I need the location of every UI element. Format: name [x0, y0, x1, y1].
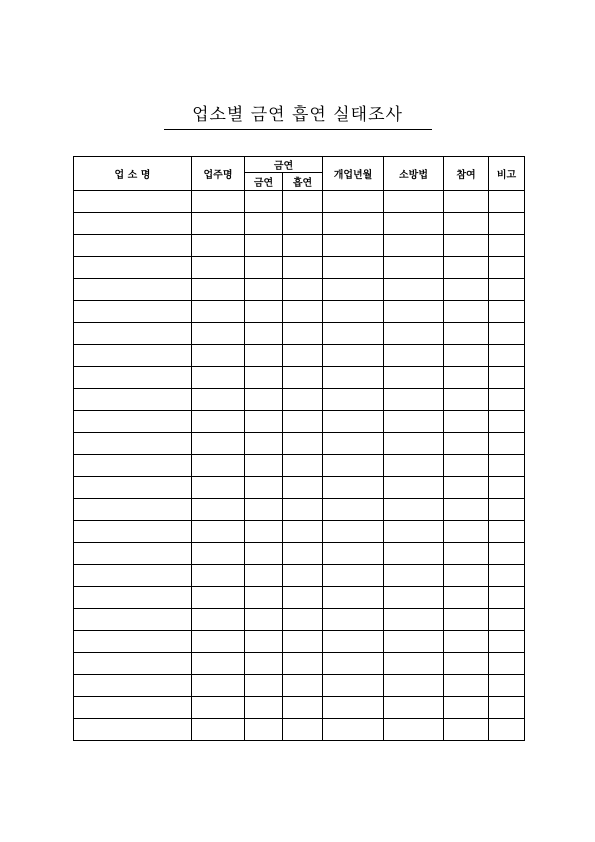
owner-name-cell	[192, 499, 245, 521]
non-smoking-cell	[245, 499, 283, 521]
survey-table	[73, 156, 525, 741]
remarks-cell	[489, 389, 525, 411]
non-smoking-cell	[245, 631, 283, 653]
fire-law-cell	[384, 411, 444, 433]
opening-date-cell	[323, 389, 384, 411]
table-body	[74, 191, 525, 741]
smoking-cell	[283, 477, 323, 499]
business-name-cell	[74, 719, 192, 741]
non-smoking-cell	[245, 279, 283, 301]
business-name-cell	[74, 675, 192, 697]
remarks-cell	[489, 235, 525, 257]
remarks-cell	[489, 455, 525, 477]
participation-cell	[444, 213, 489, 235]
owner-name-cell	[192, 697, 245, 719]
owner-name-cell	[192, 345, 245, 367]
participation-cell	[444, 301, 489, 323]
remarks-cell	[489, 257, 525, 279]
owner-name-cell	[192, 323, 245, 345]
owner-name-cell	[192, 389, 245, 411]
participation-cell	[444, 367, 489, 389]
owner-name-cell	[192, 675, 245, 697]
header-smoking: 흡연	[283, 173, 323, 191]
fire-law-cell	[384, 521, 444, 543]
fire-law-cell	[384, 323, 444, 345]
fire-law-cell	[384, 257, 444, 279]
non-smoking-cell	[245, 257, 283, 279]
non-smoking-cell	[245, 675, 283, 697]
remarks-cell	[489, 433, 525, 455]
smoking-cell	[283, 587, 323, 609]
non-smoking-cell	[245, 235, 283, 257]
owner-name-cell	[192, 433, 245, 455]
owner-name-cell	[192, 367, 245, 389]
business-name-cell	[74, 697, 192, 719]
owner-name-cell	[192, 609, 245, 631]
owner-name-cell	[192, 719, 245, 741]
participation-cell	[444, 719, 489, 741]
non-smoking-cell	[245, 191, 283, 213]
business-name-cell	[74, 499, 192, 521]
business-name-cell	[74, 323, 192, 345]
remarks-cell	[489, 367, 525, 389]
opening-date-cell	[323, 587, 384, 609]
table-row	[74, 367, 525, 389]
participation-cell	[444, 697, 489, 719]
participation-cell	[444, 345, 489, 367]
fire-law-cell	[384, 675, 444, 697]
remarks-cell	[489, 521, 525, 543]
business-name-cell	[74, 213, 192, 235]
owner-name-cell	[192, 521, 245, 543]
fire-law-cell	[384, 653, 444, 675]
non-smoking-cell	[245, 345, 283, 367]
opening-date-cell	[323, 543, 384, 565]
non-smoking-cell	[245, 301, 283, 323]
participation-cell	[444, 411, 489, 433]
fire-law-cell	[384, 499, 444, 521]
title-underline	[164, 129, 432, 130]
opening-date-cell	[323, 653, 384, 675]
remarks-cell	[489, 345, 525, 367]
opening-date-cell	[323, 279, 384, 301]
non-smoking-cell	[245, 455, 283, 477]
fire-law-cell	[384, 191, 444, 213]
participation-cell	[444, 653, 489, 675]
business-name-cell	[74, 389, 192, 411]
non-smoking-cell	[245, 323, 283, 345]
table-row	[74, 719, 525, 741]
table-row	[74, 433, 525, 455]
remarks-cell	[489, 719, 525, 741]
business-name-cell	[74, 367, 192, 389]
participation-cell	[444, 477, 489, 499]
participation-cell	[444, 191, 489, 213]
business-name-cell	[74, 587, 192, 609]
smoking-cell	[283, 191, 323, 213]
business-name-cell	[74, 345, 192, 367]
opening-date-cell	[323, 455, 384, 477]
smoking-cell	[283, 631, 323, 653]
opening-date-cell	[323, 411, 384, 433]
business-name-cell	[74, 455, 192, 477]
owner-name-cell	[192, 543, 245, 565]
smoking-cell	[283, 411, 323, 433]
non-smoking-cell	[245, 719, 283, 741]
table-header	[74, 157, 525, 191]
non-smoking-cell	[245, 565, 283, 587]
business-name-cell	[74, 653, 192, 675]
header-remarks: 비고	[489, 157, 525, 191]
owner-name-cell	[192, 279, 245, 301]
non-smoking-cell	[245, 367, 283, 389]
owner-name-cell	[192, 587, 245, 609]
smoking-cell	[283, 301, 323, 323]
business-name-cell	[74, 477, 192, 499]
business-name-cell	[74, 543, 192, 565]
fire-law-cell	[384, 433, 444, 455]
non-smoking-cell	[245, 697, 283, 719]
remarks-cell	[489, 499, 525, 521]
table-row	[74, 675, 525, 697]
participation-cell	[444, 389, 489, 411]
fire-law-cell	[384, 565, 444, 587]
participation-cell	[444, 631, 489, 653]
participation-cell	[444, 433, 489, 455]
non-smoking-cell	[245, 477, 283, 499]
remarks-cell	[489, 565, 525, 587]
fire-law-cell	[384, 587, 444, 609]
remarks-cell	[489, 213, 525, 235]
owner-name-cell	[192, 235, 245, 257]
non-smoking-cell	[245, 433, 283, 455]
participation-cell	[444, 323, 489, 345]
table-row	[74, 301, 525, 323]
opening-date-cell	[323, 213, 384, 235]
smoking-cell	[283, 499, 323, 521]
table-row	[74, 213, 525, 235]
owner-name-cell	[192, 653, 245, 675]
table-row	[74, 587, 525, 609]
opening-date-cell	[323, 697, 384, 719]
remarks-cell	[489, 543, 525, 565]
table-row	[74, 257, 525, 279]
business-name-cell	[74, 433, 192, 455]
fire-law-cell	[384, 719, 444, 741]
owner-name-cell	[192, 301, 245, 323]
table-row	[74, 477, 525, 499]
table-row	[74, 345, 525, 367]
remarks-cell	[489, 477, 525, 499]
smoking-cell	[283, 257, 323, 279]
smoking-cell	[283, 521, 323, 543]
table-row	[74, 653, 525, 675]
opening-date-cell	[323, 235, 384, 257]
opening-date-cell	[323, 675, 384, 697]
table-row	[74, 543, 525, 565]
remarks-cell	[489, 697, 525, 719]
smoking-cell	[283, 367, 323, 389]
header-smoking-group: 금연	[245, 157, 323, 173]
remarks-cell	[489, 587, 525, 609]
smoking-cell	[283, 213, 323, 235]
business-name-cell	[74, 235, 192, 257]
opening-date-cell	[323, 477, 384, 499]
owner-name-cell	[192, 191, 245, 213]
owner-name-cell	[192, 257, 245, 279]
opening-date-cell	[323, 191, 384, 213]
smoking-cell	[283, 719, 323, 741]
smoking-cell	[283, 565, 323, 587]
opening-date-cell	[323, 323, 384, 345]
smoking-cell	[283, 675, 323, 697]
document-title: 업소별 금연 흡연 실태조사	[192, 105, 403, 125]
table-row	[74, 323, 525, 345]
opening-date-cell	[323, 565, 384, 587]
non-smoking-cell	[245, 389, 283, 411]
header-participation: 참여	[444, 157, 489, 191]
remarks-cell	[489, 609, 525, 631]
smoking-cell	[283, 543, 323, 565]
participation-cell	[444, 455, 489, 477]
opening-date-cell	[323, 257, 384, 279]
participation-cell	[444, 587, 489, 609]
table-row	[74, 697, 525, 719]
table-row	[74, 389, 525, 411]
remarks-cell	[489, 411, 525, 433]
owner-name-cell	[192, 411, 245, 433]
table-row	[74, 609, 525, 631]
participation-cell	[444, 543, 489, 565]
non-smoking-cell	[245, 609, 283, 631]
remarks-cell	[489, 301, 525, 323]
opening-date-cell	[323, 499, 384, 521]
business-name-cell	[74, 191, 192, 213]
table-row	[74, 191, 525, 213]
participation-cell	[444, 521, 489, 543]
smoking-cell	[283, 697, 323, 719]
owner-name-cell	[192, 631, 245, 653]
table-row	[74, 279, 525, 301]
smoking-cell	[283, 609, 323, 631]
fire-law-cell	[384, 301, 444, 323]
fire-law-cell	[384, 389, 444, 411]
business-name-cell	[74, 411, 192, 433]
non-smoking-cell	[245, 411, 283, 433]
opening-date-cell	[323, 521, 384, 543]
owner-name-cell	[192, 213, 245, 235]
owner-name-cell	[192, 477, 245, 499]
business-name-cell	[74, 631, 192, 653]
fire-law-cell	[384, 543, 444, 565]
non-smoking-cell	[245, 587, 283, 609]
opening-date-cell	[323, 719, 384, 741]
header-fire-law: 소방법	[384, 157, 444, 191]
smoking-cell	[283, 455, 323, 477]
table-row	[74, 499, 525, 521]
table-row	[74, 411, 525, 433]
business-name-cell	[74, 279, 192, 301]
fire-law-cell	[384, 235, 444, 257]
fire-law-cell	[384, 609, 444, 631]
fire-law-cell	[384, 367, 444, 389]
fire-law-cell	[384, 279, 444, 301]
fire-law-cell	[384, 455, 444, 477]
business-name-cell	[74, 301, 192, 323]
participation-cell	[444, 257, 489, 279]
participation-cell	[444, 235, 489, 257]
business-name-cell	[74, 257, 192, 279]
owner-name-cell	[192, 455, 245, 477]
participation-cell	[444, 279, 489, 301]
fire-law-cell	[384, 213, 444, 235]
smoking-cell	[283, 279, 323, 301]
participation-cell	[444, 565, 489, 587]
business-name-cell	[74, 565, 192, 587]
opening-date-cell	[323, 433, 384, 455]
opening-date-cell	[323, 631, 384, 653]
fire-law-cell	[384, 631, 444, 653]
header-owner-name: 업주명	[192, 157, 245, 191]
smoking-cell	[283, 323, 323, 345]
business-name-cell	[74, 521, 192, 543]
fire-law-cell	[384, 345, 444, 367]
table-row	[74, 631, 525, 653]
participation-cell	[444, 675, 489, 697]
non-smoking-cell	[245, 213, 283, 235]
participation-cell	[444, 609, 489, 631]
business-name-cell	[74, 609, 192, 631]
remarks-cell	[489, 191, 525, 213]
remarks-cell	[489, 675, 525, 697]
opening-date-cell	[323, 367, 384, 389]
table-row	[74, 565, 525, 587]
smoking-cell	[283, 389, 323, 411]
smoking-cell	[283, 653, 323, 675]
table-row	[74, 521, 525, 543]
header-opening-date: 개업년월	[323, 157, 384, 191]
non-smoking-cell	[245, 653, 283, 675]
header-business-name: 업 소 명	[74, 157, 192, 191]
table-row	[74, 235, 525, 257]
non-smoking-cell	[245, 521, 283, 543]
owner-name-cell	[192, 565, 245, 587]
opening-date-cell	[323, 345, 384, 367]
smoking-cell	[283, 433, 323, 455]
non-smoking-cell	[245, 543, 283, 565]
table-row	[74, 455, 525, 477]
fire-law-cell	[384, 697, 444, 719]
remarks-cell	[489, 279, 525, 301]
opening-date-cell	[323, 301, 384, 323]
remarks-cell	[489, 653, 525, 675]
fire-law-cell	[384, 477, 444, 499]
remarks-cell	[489, 631, 525, 653]
participation-cell	[444, 499, 489, 521]
header-non-smoking: 금연	[245, 173, 283, 191]
remarks-cell	[489, 323, 525, 345]
opening-date-cell	[323, 609, 384, 631]
smoking-cell	[283, 235, 323, 257]
smoking-cell	[283, 345, 323, 367]
